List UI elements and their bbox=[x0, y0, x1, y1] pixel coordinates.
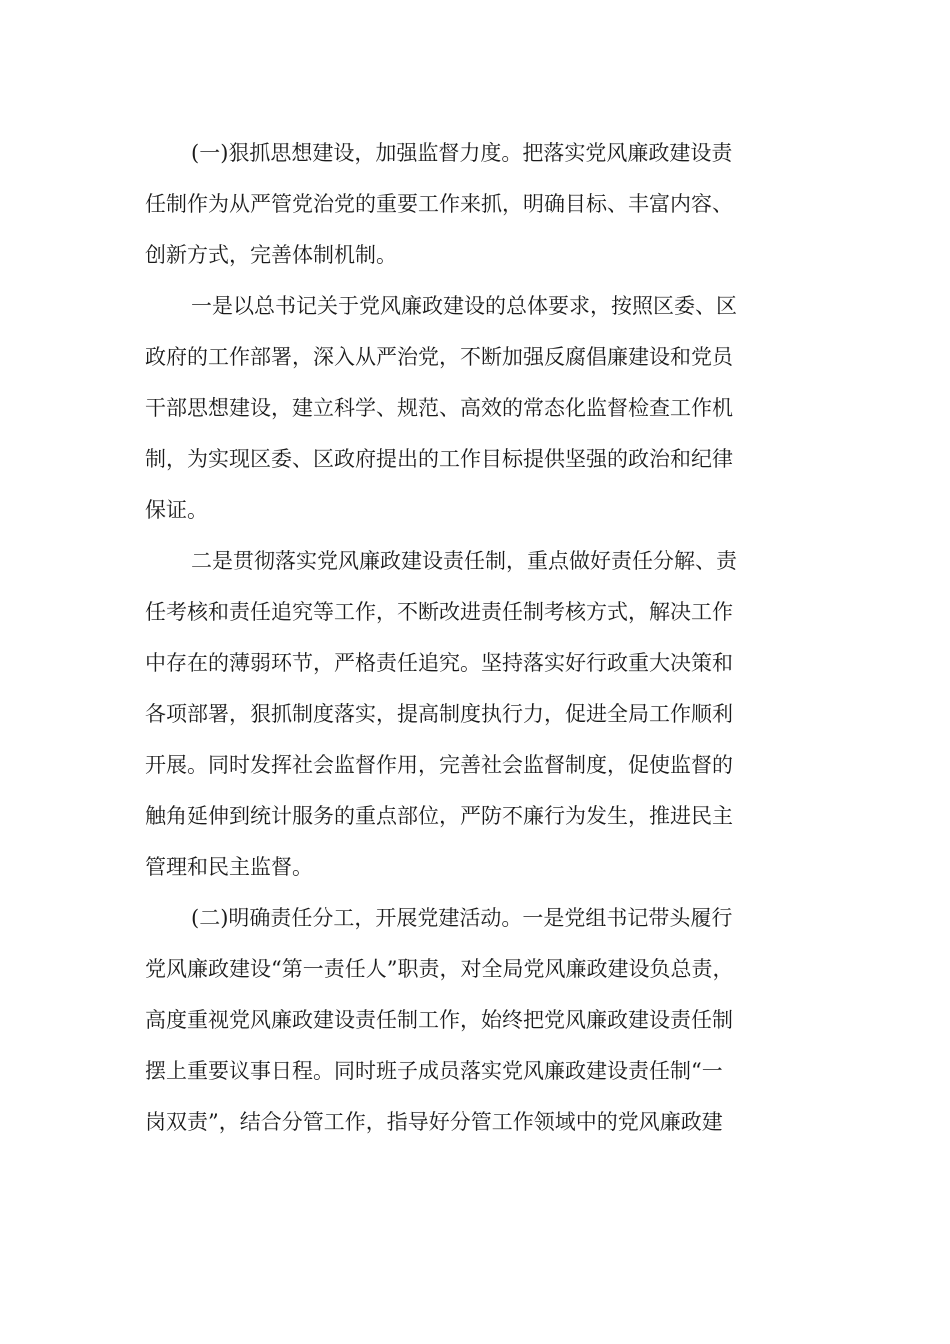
paragraph-4 bbox=[145, 893, 805, 1148]
document-body bbox=[145, 128, 805, 1148]
paragraph-line: 政府的工作部署，深入从严治党，不断加强反腐倡廉建设和党员 bbox=[145, 345, 733, 369]
paragraph-line: 制，为实现区委、区政府提出的工作目标提供坚强的政治和纪律 bbox=[145, 447, 733, 471]
paragraph-line: 保证。 bbox=[145, 498, 208, 522]
paragraph-line: (一)狠抓思想建设，加强监督力度。把落实党风廉政建设责 bbox=[191, 141, 733, 165]
paragraph-line: 一是以总书记关于党风廉政建设的总体要求，按照区委、区 bbox=[191, 294, 737, 318]
paragraph-line: 摆上重要议事日程。同时班子成员落实党风廉政建设责任制“一 bbox=[145, 1059, 723, 1083]
paragraph-line: 高度重视党风廉政建设责任制工作，始终把党风廉政建设责任制 bbox=[145, 1008, 733, 1032]
paragraph-line: 二是贯彻落实党风廉政建设责任制，重点做好责任分解、责 bbox=[191, 549, 737, 573]
paragraph-line: 各项部署，狠抓制度落实，提高制度执行力，促进全局工作顺利 bbox=[145, 702, 733, 726]
paragraph-line: 管理和民主监督。 bbox=[145, 855, 313, 879]
paragraph-line: 中存在的薄弱环节，严格责任追究。坚持落实好行政重大决策和 bbox=[145, 651, 733, 675]
paragraph-line: 创新方式，完善体制机制。 bbox=[145, 243, 397, 267]
paragraph-line: (二)明确责任分工，开展党建活动。一是党组书记带头履行 bbox=[191, 906, 733, 930]
paragraph-1 bbox=[145, 128, 805, 281]
paragraph-2 bbox=[145, 281, 805, 536]
paragraph-line: 触角延伸到统计服务的重点部位，严防不廉行为发生，推进民主 bbox=[145, 804, 733, 828]
paragraph-line: 干部思想建设，建立科学、规范、高效的常态化监督检查工作机 bbox=[145, 396, 733, 420]
paragraph-line: 岗双责”，结合分管工作，指导好分管工作领域中的党风廉政建 bbox=[145, 1110, 723, 1134]
paragraph-line: 开展。同时发挥社会监督作用，完善社会监督制度，促使监督的 bbox=[145, 753, 733, 777]
paragraph-line: 任制作为从严管党治党的重要工作来抓，明确目标、丰富内容、 bbox=[145, 192, 733, 216]
paragraph-line: 党风廉政建设“第一责任人”职责，对全局党风廉政建设负总责， bbox=[145, 957, 734, 981]
paragraph-line: 任考核和责任追究等工作，不断改进责任制考核方式，解决工作 bbox=[145, 600, 733, 624]
paragraph-3 bbox=[145, 536, 805, 893]
